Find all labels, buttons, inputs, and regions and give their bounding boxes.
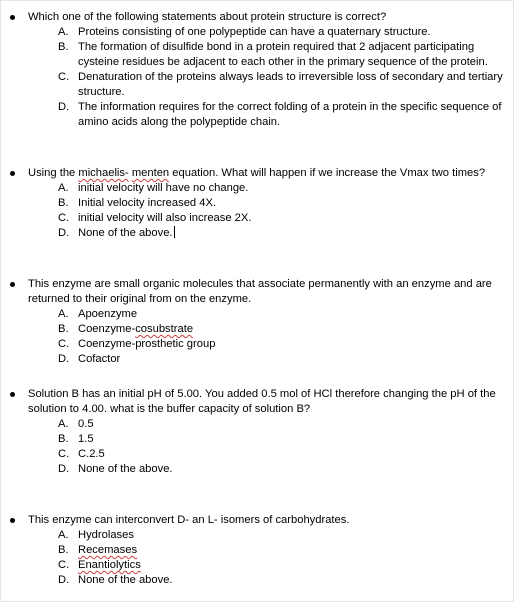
- question-stem: Which one of the following statements about protein structure is correct?: [28, 11, 387, 23]
- text-cursor: [174, 226, 175, 238]
- option-text: None of the above.: [78, 227, 173, 239]
- question-4: [0, 387, 514, 477]
- question-stem: This enzyme are small organic molecules that associate permanently with an enzyme and are returned to their original from on the enzyme.: [28, 278, 492, 305]
- option-letter: D.: [58, 353, 70, 365]
- option-letter: D.: [58, 227, 70, 239]
- bullet-icon: [10, 392, 15, 397]
- option-letter: C.: [58, 338, 70, 350]
- option-text: Cofactor: [78, 353, 121, 365]
- option-c: [56, 337, 508, 352]
- option-c: [56, 70, 508, 100]
- option-letter: B.: [58, 544, 69, 556]
- option-text: The formation of disulfide bond in a protein required that 2 adjacent participating cysteine residues be adjacent to each other in the primary sequence of the protein.: [78, 41, 488, 68]
- option-b: [56, 322, 508, 337]
- option-text: None of the above.: [78, 463, 173, 475]
- question-2: [0, 166, 514, 241]
- spellcheck-word: menten: [131, 167, 170, 179]
- option-letter: A.: [58, 26, 69, 38]
- option-text: The information requires for the correct folding of a protein in the specific sequence of amino acids along the polypeptide chain.: [78, 101, 502, 128]
- option-list: [56, 417, 514, 477]
- question-1: [0, 10, 514, 130]
- bullet-icon: [10, 518, 15, 523]
- option-text: 0.5: [78, 418, 94, 430]
- option-letter: B.: [58, 41, 69, 53]
- option-list: [56, 181, 514, 241]
- option-d: [56, 226, 508, 241]
- option-letter: B.: [58, 323, 69, 335]
- option-b: [56, 543, 508, 558]
- spellcheck-word: Recemases: [78, 544, 138, 556]
- bullet-icon: [10, 171, 15, 176]
- option-a: [56, 25, 508, 40]
- option-letter: D.: [58, 101, 70, 113]
- bullet-icon: [10, 282, 15, 287]
- option-letter: C.: [58, 559, 70, 571]
- option-list: [56, 528, 514, 588]
- option-text: None of the above.: [78, 574, 173, 586]
- option-text: Initial velocity increased 4X.: [78, 197, 217, 209]
- option-d: [56, 352, 508, 367]
- stem-text: equation. What will happen if we increase the Vmax two times?: [169, 167, 486, 179]
- option-text: C.2.5: [78, 448, 105, 460]
- option-d: [56, 573, 508, 588]
- option-b: [56, 40, 508, 70]
- question-stem: [28, 166, 500, 181]
- option-text: initial velocity will have no change.: [78, 182, 249, 194]
- option-b: [56, 432, 508, 447]
- option-a: [56, 417, 508, 432]
- question-5: [0, 513, 514, 588]
- spellcheck-word: Enantiolytics: [78, 559, 141, 571]
- option-text: Denaturation of the proteins always leads to irreversible loss of secondary and tertiary structure.: [78, 71, 503, 98]
- option-c: [56, 447, 508, 462]
- option-letter: B.: [58, 197, 69, 209]
- option-c: [56, 558, 508, 573]
- option-list: [56, 25, 514, 130]
- option-letter: A.: [58, 418, 69, 430]
- stem-text: Using the: [28, 167, 79, 179]
- option-text: Proteins consisting of one polypeptide can have a quaternary structure.: [78, 26, 431, 38]
- question-stem: This enzyme can interconvert D- an L- isomers of carbohydrates.: [28, 514, 350, 526]
- option-b: [56, 196, 508, 211]
- option-a: [56, 181, 508, 196]
- option-letter: A.: [58, 308, 69, 320]
- option-text: Apoenzyme: [78, 308, 138, 320]
- question-stem: Solution B has an initial pH of 5.00. You added 0.5 mol of HCl therefore changing the pH of the solution to 4.00. what is the buffer capacity of solution B?: [28, 388, 496, 415]
- option-letter: D.: [58, 463, 70, 475]
- option-c: [56, 211, 508, 226]
- option-letter: C.: [58, 212, 70, 224]
- option-letter: C.: [58, 448, 70, 460]
- option-letter: D.: [58, 574, 70, 586]
- option-letter: A.: [58, 529, 69, 541]
- option-a: [56, 528, 508, 543]
- option-text: Coenzyme-: [78, 323, 136, 335]
- question-3: [0, 277, 514, 367]
- option-letter: A.: [58, 182, 69, 194]
- option-text: Coenzyme-prosthetic group: [78, 338, 216, 350]
- option-text: Hydrolases: [78, 529, 134, 541]
- option-letter: C.: [58, 71, 70, 83]
- option-d: [56, 100, 508, 130]
- option-a: [56, 307, 508, 322]
- spellcheck-word: michaelis-: [78, 167, 129, 179]
- option-text: 1.5: [78, 433, 94, 445]
- bullet-icon: [10, 15, 15, 20]
- option-list: [56, 307, 514, 367]
- option-text: initial velocity will also increase 2X.: [78, 212, 252, 224]
- option-d: [56, 462, 508, 477]
- spellcheck-word: cosubstrate: [135, 323, 194, 335]
- option-letter: B.: [58, 433, 69, 445]
